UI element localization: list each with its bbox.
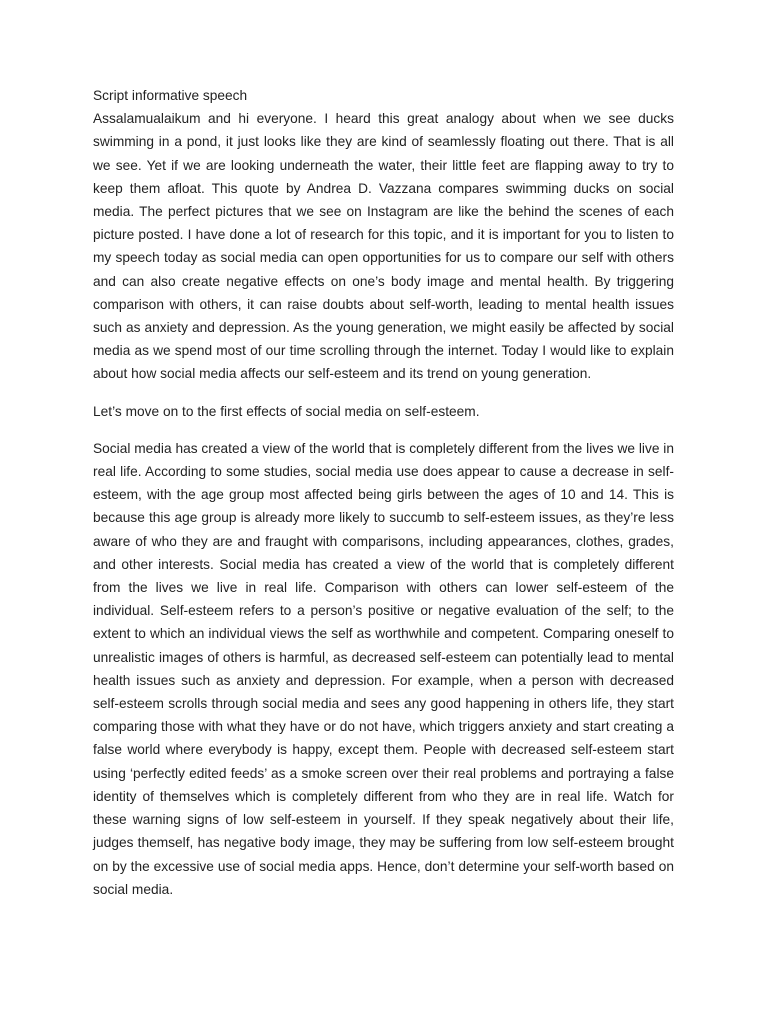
paragraph-introduction: Assalamualaikum and hi everyone. I heard this great analogy about when we see ducks swimming in a pond, it just looks like they are kind of seamlessly floating out there. That is all we see. Yet if we are looking underneath the water, their little feet are flapping away to try to keep them afloat. This quote by Andrea D. Vazzana compares swimming ducks on social media. The perfect pictures that we see on Instagram are like the behind the scenes of each picture posted. I have done a lot of research for this topic, and it is important for you to listen to my speech today as social media can open opportunities for us to compare our self with others and can also create negative effects on one’s body image and mental health. By triggering comparison with others, it can raise doubts about self-worth, leading to mental health issues such as anxiety and depression. As the young generation, we might easily be affected by social media as we spend most of our time scrolling through the internet. Today I would like to explain about how social media affects our self-esteem and its trend on young generation. bbox=[93, 111, 674, 382]
paragraph-transition: Let’s move on to the first effects of social media on self-esteem. bbox=[93, 403, 480, 419]
paragraph-effects: Social media has created a view of the world that is completely different from the lives we live in real life. According to some studies, social media use does appear to cause a decrease in self-esteem, with the age group most affected being girls between the ages of 10 and 14. This is because this age group is already more likely to succumb to self-esteem issues, as they’re less aware of who they are and fraught with comparisons, including appearances, clothes, grades, and other interests. Social media has created a view of the world that is completely different from the lives we live in real life. Comparison with others can lower self-esteem of the individual. Self-esteem refers to a person’s positive or negative evaluation of the self; to the extent to which an individual views the self as worthwhile and competent. Comparing oneself to unrealistic images of others is harmful, as decreased self-esteem can potentially lead to mental health issues such as anxiety and depression. For example, when a person with decreased self-esteem scrolls through social media and sees any good happening in others life, they start comparing those with what they have or do not have, which triggers anxiety and start creating a false world where everybody is happy, except them. People with decreased self-esteem start using ‘perfectly edited feeds’ as a smoke screen over their real problems and portraying a false identity of themselves which is completely different from who they are in real life. Watch for these warning signs of low self-esteem in yourself. If they speak negatively about their life, judges themself, has negative body image, they may be suffering from low self-esteem brought on by the excessive use of social media apps. Hence, don’t determine your self-worth based on social media. bbox=[93, 440, 674, 897]
document-page bbox=[93, 84, 674, 901]
document-title: Script informative speech bbox=[93, 88, 248, 103]
